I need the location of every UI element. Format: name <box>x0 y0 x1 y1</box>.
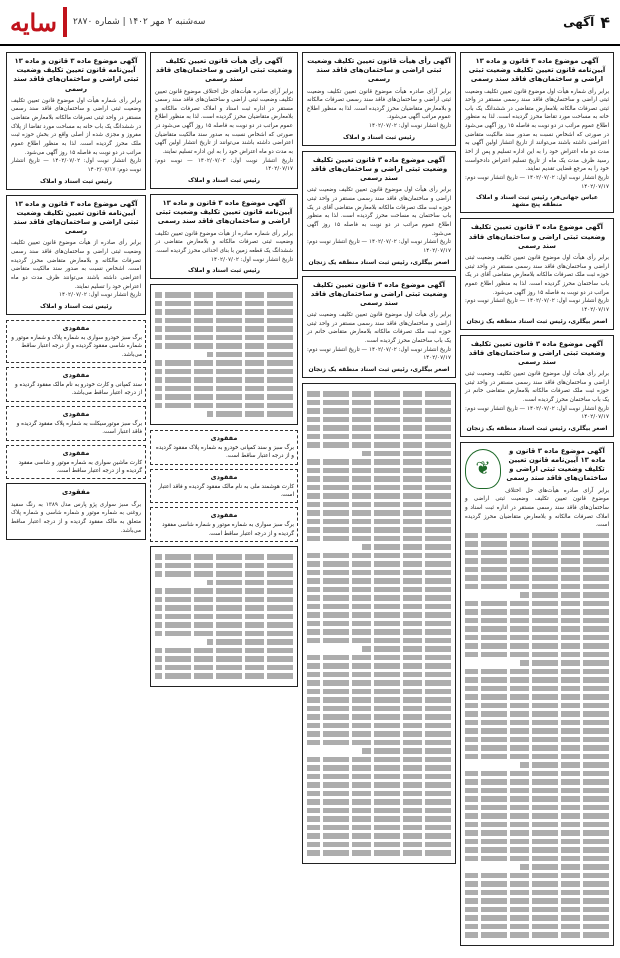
text-line <box>307 731 451 737</box>
text-line <box>465 584 609 590</box>
text-line <box>155 386 293 392</box>
notice-title: آگهی موضوع ماده ۳ قانون تعیین تکلیف وضعیت ثبتی اراضی و ساختمان‌های فاقد سند رسمی <box>310 155 448 183</box>
notice-signature: عباس جهانی‌فر، رئیس ثبت اسناد و املاک منطقه پنج مشهد <box>475 194 599 209</box>
text-line <box>307 604 451 610</box>
text-line <box>465 550 609 556</box>
registry-notice <box>150 52 298 189</box>
text-line <box>307 476 451 482</box>
notice-body: برابر رأی شماره هیأت اول موضوع قانون تعیین تکلیف وضعیت ثبتی اراضی و ساختمان‌های فاقد سند رسمی مستقر در واحد ثبتی تصرفات مالکانه بلامعارض متقاضی در ششدانگ یک باب خانه به مساحت مورد تقاضا محرز گردیده است. لذا به منظور اطلاع عموم مراتب در دو نوبت به فاصله ۱۵ روز آگهی می‌شود در صورتی که اشخاص نسبت به صدور سند مالکیت متقاضی اعتراضی داشته باشند می‌توانند از تاریخ انتشار اولین آگهی به مدت دو ماه اعتراض خود را به این اداره تسلیم و پس از اخذ رسید ظرف مدت یک ماه از تاریخ تسلیم اعتراض دادخواست خود را به مرجع قضایی تقدیم نمایند. <box>465 88 610 173</box>
lost-notice <box>6 406 146 441</box>
text-line <box>465 669 609 675</box>
text-line <box>307 553 451 559</box>
text-line <box>307 782 451 788</box>
text-line <box>465 720 609 726</box>
masthead-brand <box>10 7 205 37</box>
registry-notice <box>460 218 614 329</box>
masthead-page-info <box>563 13 610 32</box>
text-line <box>465 643 609 649</box>
lost-notice-body: برگ سبز و سند کمپانی خودرو به شماره پلاک مفقود گردیده و از درجه اعتبار ساقط است. <box>155 444 294 460</box>
text-line <box>155 605 293 611</box>
text-line <box>465 635 609 641</box>
text-line <box>307 740 451 746</box>
column-2 <box>302 52 456 950</box>
text-line <box>520 864 609 870</box>
text-line <box>520 762 609 768</box>
text-line <box>465 567 609 573</box>
text-line <box>155 292 293 298</box>
notice-title: آگهی موضوع ماده ۳ قانون و ماده ۱۳ آیین‌نامه قانون تعیین تکلیف وضعیت ثبتی اراضی و ساختمان‌های فاقد سند رسمی <box>13 57 139 93</box>
text-line <box>155 631 293 637</box>
notice-body: برابر رأی هیأت اول موضوع قانون تعیین تکلیف وضعیت ثبتی اراضی و ساختمان‌های فاقد سند رسمی مستقر در واحد ثبتی حوزه ثبت ملک تصرفات مالکانه بلامعارض متقاضی آقای در یک باب ساختمان محرز گردیده است. لذا به منظور اطلاع عموم مراتب در دو نوبت به فاصله ۱۵ روز آگهی می‌شود. <box>465 254 609 296</box>
text-line <box>465 856 609 862</box>
text-line <box>207 411 293 417</box>
text-line <box>307 502 451 508</box>
text-line <box>307 612 451 618</box>
registry-notice <box>302 276 456 378</box>
notice-title: آگهی موضوع ماده ۳ قانون تعیین تکلیف وضعیت ثبتی اراضی و ساختمان‌های فاقد سند رسمی <box>468 223 606 250</box>
text-line <box>465 533 609 539</box>
text-line <box>465 873 609 879</box>
notice-title: آگهی موضوع ماده ۳ قانون تعیین تکلیف وضعیت ثبتی اراضی و ساختمان‌های فاقد سند رسمی <box>310 280 448 307</box>
text-line <box>465 728 609 734</box>
registry-notice <box>150 194 298 279</box>
lost-notice <box>6 367 146 402</box>
text-line <box>307 850 451 856</box>
notice-dates: تاریخ انتشار نوبت اول: ۱۴۰۲/۰۷/۰۲ — تاریخ انتشار نوبت دوم: ۱۴۰۲/۰۷/۱۷ <box>307 239 451 254</box>
notice-body: برابر رأی هیأت اول موضوع قانون تعیین تکلیف وضعیت ثبتی اراضی و ساختمان‌های فاقد سند رسمی مستقر در واحد ثبتی حوزه ثبت ملک تصرفات مالکانه بلامعارض متقاضی آقای در یک باب ساختمان به مساحت محرز گردیده است. لذا به منظور اطلاع عموم مراتب در دو نوبت به فاصله ۱۵ روز آگهی می‌شود. <box>307 187 451 237</box>
text-line <box>465 703 609 709</box>
notice-dates: تاریخ انتشار نوبت اول: ۱۴۰۲/۰۷/۰۲ <box>369 123 451 130</box>
text-line <box>307 425 451 431</box>
lost-notice-title: مفقودی <box>62 409 90 418</box>
text-line <box>465 609 609 615</box>
text-line <box>465 711 609 717</box>
notice-title: آگهی رأی هیأت قانون تعیین تکلیف وضعیت ثبتی اراضی و ساختمان‌های فاقد سند رسمی <box>307 57 451 84</box>
lost-notice-title: مفقودی <box>62 448 90 457</box>
text-line <box>155 326 293 332</box>
text-line <box>465 737 609 743</box>
text-line <box>465 839 609 845</box>
lost-notice-body: برگ سبز سواری پژو پارس مدل ۱۳۸۹ به رنگ سفید روغنی به شماره موتور و شماره شاسی و شماره پلاک متعلق به مالک مفقود گردیده و از درجه اعتبار ساقط می‌باشد. <box>11 501 141 534</box>
registry-emblem-icon: ❦ <box>465 449 501 489</box>
notice-dates: تاریخ انتشار نوبت اول: ۱۴۰۲/۰۷/۰۲ — تاریخ انتشار نوبت دوم: ۱۴۰۲/۰۷/۱۷ <box>465 405 609 421</box>
lost-notice-title: مفقودی <box>210 511 238 520</box>
text-line <box>465 847 609 853</box>
issue-line: سه‌شنبه ۲ مهر ۱۴۰۲ | شماره ۲۸۷۰ <box>72 17 206 27</box>
lost-notice-body: برگ سبز سواری به شماره موتور و شماره شاسی مفقود گردیده و از درجه اعتبار ساقط است. <box>162 522 294 537</box>
text-line <box>307 510 451 516</box>
text-line <box>307 485 451 491</box>
text-line <box>155 343 293 349</box>
text-line <box>465 822 609 828</box>
notice-body: برابر رأی شماره هیأت اول موضوع قانون تعیین تکلیف وضعیت ثبتی اراضی و ساختمان‌های فاقد سند رسمی مستقر در واحد ثبتی تصرفات مالکانه بلامعارض متقاضی در ششدانگ یک باب خانه به مساحت مورد تقاضا از پلاک مفروز و مجزی شده از اصلی واقع در بخش حوزه ثبت ملک محرز گردیده است. لذا به منظور اطلاع عموم مراتب در دو نوبت به فاصله ۱۵ روز آگهی می‌شود. <box>11 97 141 156</box>
notice-body: برابر رأی هیأت اول موضوع قانون تعیین تکلیف وضعیت ثبتی اراضی و ساختمان‌های فاقد سند رسمی مستقر در واحد ثبتی حوزه ثبت ملک تصرفات مالکانه بلامعارض متقاضی خانم در یک باب ساختمان محرز گردیده است. <box>307 312 451 345</box>
text-line <box>465 686 609 692</box>
masthead <box>0 0 620 46</box>
text-line <box>307 672 451 678</box>
text-line <box>155 673 293 679</box>
text-line <box>307 400 451 406</box>
text-line <box>307 816 451 822</box>
lost-notice-boxed <box>6 483 146 540</box>
text-line <box>465 788 609 794</box>
notice-title: آگهی رأی هیأت قانون تعیین تکلیف وضعیت ثبتی اراضی و ساختمان‌های فاقد سند رسمی <box>155 57 293 84</box>
text-line <box>465 881 609 887</box>
text-line <box>307 825 451 831</box>
text-line <box>465 541 609 547</box>
notice-title: آگهی موضوع ماده ۳ قانون تعیین تکلیف وضعیت ثبتی اراضی و ساختمان‌های فاقد سند رسمی <box>468 339 606 366</box>
text-block <box>150 284 298 425</box>
text-line <box>362 748 451 754</box>
text-line <box>155 369 293 375</box>
text-line <box>465 771 609 777</box>
lost-notice <box>150 430 298 465</box>
text-line <box>465 754 609 760</box>
notice-dates: تاریخ انتشار نوبت اول: ۱۴۰۲/۰۷/۰۲ — تاریخ انتشار نوبت دوم: ۱۴۰۲/۰۷/۱۷ <box>465 175 609 190</box>
text-line <box>307 442 451 448</box>
text-line <box>207 580 293 586</box>
text-line <box>465 898 609 904</box>
text-line <box>155 571 293 577</box>
lost-notice-body: برگ سبز موتورسیکلت به شماره پلاک مفقود گردیده و فاقد اعتبار است. <box>16 420 142 436</box>
text-line <box>307 638 451 644</box>
text-line <box>362 544 451 550</box>
registry-notice <box>6 195 146 315</box>
notice-signature: رئیس ثبت اسناد و املاک <box>188 267 260 275</box>
text-line <box>465 745 609 751</box>
notice-signature: رئیس ثبت اسناد و املاک <box>40 302 112 310</box>
registry-notice <box>460 335 614 437</box>
text-line <box>307 578 451 584</box>
text-line <box>307 757 451 763</box>
lost-notice <box>150 507 298 542</box>
text-line <box>207 639 293 645</box>
text-line <box>307 833 451 839</box>
notice-body: برابر آرای صادره هیأت موضوع قانون تعیین تکلیف وضعیت ثبتی اراضی و ساختمان‌های فاقد سند رسمی تصرفات مالکانه و بلامعارض متقاضیان محرز گردیده است. لذا به منظور اطلاع عموم مراتب آگهی می‌شود. <box>307 88 451 121</box>
text-line <box>155 563 293 569</box>
notice-body: برابر رأی هیأت اول موضوع قانون تعیین تکلیف وضعیت ثبتی اراضی و ساختمان‌های فاقد سند رسمی مستقر در واحد ثبتی حوزه ثبت ملک تصرفات مالکانه بلامعارض متقاضی خانم در یک باب ساختمان محرز گردیده است. <box>465 371 609 403</box>
registry-notice <box>460 52 614 213</box>
text-line <box>307 493 451 499</box>
text-line <box>307 791 451 797</box>
page-number: ۴ <box>600 12 610 32</box>
text-line <box>307 459 451 465</box>
text-line <box>155 377 293 383</box>
registry-notice-long <box>460 442 614 946</box>
notice-title: آگهی موضوع ماده ۳ قانون و ماده ۱۳ آیین‌نامه قانون تعیین تکلیف وضعیت ثبتی اراضی و ساختمان‌های فاقد سند رسمی <box>155 199 293 226</box>
notice-signature: رئیس ثبت اسناد و املاک <box>188 177 260 185</box>
text-line <box>465 575 609 581</box>
text-line <box>155 614 293 620</box>
notice-signature: اصغر بیگلری، رئیس ثبت اسناد منطقه یک زنجان <box>466 317 608 325</box>
text-line <box>307 408 451 414</box>
text-line <box>465 618 609 624</box>
lost-notice-title: مفقودی <box>62 488 90 497</box>
text-line <box>465 796 609 802</box>
text-line <box>155 318 293 324</box>
text-line <box>307 808 451 814</box>
lost-notice <box>6 320 146 363</box>
text-line <box>155 301 293 307</box>
text-block <box>150 546 298 687</box>
text-line <box>465 924 609 930</box>
text-line <box>307 519 451 525</box>
newspaper-logo: سایه <box>10 7 57 37</box>
text-line <box>307 714 451 720</box>
text-line <box>307 723 451 729</box>
registry-notice <box>302 52 456 146</box>
text-line <box>465 694 609 700</box>
text-line <box>307 663 451 669</box>
notice-signature: اصغر بیگلری، رئیس ثبت اسناد منطقه یک زنجان <box>466 424 608 432</box>
notice-dates: تاریخ انتشار نوبت اول: ۱۴۰۲/۰۷/۰۲ <box>59 292 141 299</box>
text-line <box>155 360 293 366</box>
text-line <box>520 660 609 666</box>
notice-dates: تاریخ انتشار نوبت اول: ۱۴۰۲/۰۷/۰۲ — تاریخ انتشار نوبت دوم: ۱۴۰۲/۰۷/۱۷ <box>11 158 141 173</box>
lost-notice <box>150 469 298 504</box>
notice-signature: رئیس ثبت اسناد و املاک <box>343 133 415 141</box>
registry-notice <box>6 52 146 190</box>
lost-notice-body: کارت هوشمند ملی به نام مالک مفقود گردیده و فاقد اعتبار است. <box>158 483 294 498</box>
text-line <box>465 932 609 938</box>
lost-notice-title: مفقودی <box>62 371 90 380</box>
text-line <box>465 805 609 811</box>
lost-notice-title: مفقودی <box>210 433 238 442</box>
text-line <box>307 570 451 576</box>
text-line <box>155 665 293 671</box>
registry-notice <box>302 151 456 271</box>
text-line <box>307 774 451 780</box>
text-line <box>465 830 609 836</box>
notice-title: آگهی موضوع ماده ۳ قانون و ماده ۱۳ آیین‌نامه قانون تعیین تکلیف وضعیت ثبتی اراضی و ساختمان‌های فاقد سند رسمی <box>468 57 606 84</box>
text-line <box>307 417 451 423</box>
text-line <box>362 646 451 652</box>
column-4 <box>6 52 146 950</box>
text-line <box>362 451 451 457</box>
text-line <box>207 352 293 358</box>
text-line <box>155 656 293 662</box>
notice-dates: تاریخ انتشار نوبت اول: ۱۴۰۲/۰۷/۰۲ — نوبت دوم: ۱۴۰۲/۰۷/۱۷ <box>155 157 293 173</box>
text-line <box>155 588 293 594</box>
text-line <box>307 536 451 542</box>
notice-dates: تاریخ انتشار نوبت اول: ۱۴۰۲/۰۷/۰۲ — تاریخ انتشار نوبت دوم: ۱۴۰۲/۰۷/۱۷ <box>465 298 609 313</box>
text-line <box>307 468 451 474</box>
text-line <box>307 680 451 686</box>
text-line <box>307 391 451 397</box>
text-line <box>465 907 609 913</box>
notice-body: برابر رأی شماره صادره از هیأت موضوع قانون تعیین تکلیف وضعیت ثبتی تصرفات مالکانه و بلامعارض متقاضی در ششدانگ یک قطعه زمین با بنای احداثی محرز گردیده است. <box>155 230 293 254</box>
text-line <box>155 597 293 603</box>
text-line <box>307 621 451 627</box>
text-line <box>465 601 609 607</box>
lost-notice <box>6 445 146 480</box>
text-line <box>155 394 293 400</box>
text-line <box>465 626 609 632</box>
text-line <box>465 915 609 921</box>
lost-notice-title: مفقودی <box>210 472 238 481</box>
lost-notice-title: مفقودی <box>62 323 90 332</box>
notice-dates: تاریخ انتشار نوبت اول: ۱۴۰۲/۰۷/۰۲ <box>211 256 293 263</box>
notice-title: آگهی موضوع ماده ۳ قانون و ماده ۱۳ آیین‌نامه قانون تعیین تکلیف وضعیت ثبتی اراضی و ساختمان‌های فاقد سند رسمی <box>506 446 608 483</box>
notice-title: آگهی موضوع ماده ۳ قانون و ماده ۱۳ آیین‌نامه قانون تعیین تکلیف وضعیت ثبتی اراضی و ساختمان‌های فاقد سند رسمی <box>13 199 139 236</box>
text-line <box>155 554 293 560</box>
lost-notice-body: سند کمپانی و کارت خودرو به نام مالک مفقود گردیده و از درجه اعتبار ساقط می‌باشد. <box>15 382 142 397</box>
notice-signature: اصغر بیگلری، رئیس ثبت اسناد منطقه یک زنجان <box>308 366 450 374</box>
text-line <box>465 813 609 819</box>
lost-notice-body: برگ سبز خودرو سواری به شماره پلاک و شماره موتور و شماره شاسی مفقود گردیده و از درجه اعتبار ساقط می‌باشد. <box>11 334 142 358</box>
text-line <box>307 629 451 635</box>
text-line <box>307 697 451 703</box>
text-line <box>307 587 451 593</box>
text-line <box>465 558 609 564</box>
notice-signature: اصغر بیگلری، رئیس ثبت اسناد منطقه یک زنجان <box>308 258 450 266</box>
notice-body: برابر رأی صادره از هیأت موضوع قانون تعیین تکلیف وضعیت ثبتی اراضی و ساختمان‌های فاقد سند رسمی تصرفات مالکانه و بلامعارض متقاضی محرز گردیده است. اشخاص نسبت به صدور سند مالکیت متقاضی اعتراضی داشته باشند می‌توانند ظرف مدت دو ماه اعتراض خود را تسلیم نمایند. <box>11 240 141 290</box>
text-line <box>465 677 609 683</box>
text-line <box>307 765 451 771</box>
text-line <box>307 706 451 712</box>
text-line <box>465 779 609 785</box>
text-line <box>155 335 293 341</box>
text-line <box>520 592 609 598</box>
notice-signature: رئیس ثبت اسناد و املاک <box>40 177 112 185</box>
lost-notice-body: کارت ماشین سواری به شماره موتور و شاسی مفقود گردیده و از درجه اعتبار ساقط است. <box>18 459 142 474</box>
notice-body: برابر آرای صادره هیأت‌های حل اختلاف موضوع قانون تعیین تکلیف وضعیت ثبتی اراضی و ساختمان‌های فاقد سند رسمی مستقر در اداره ثبت اسناد و املاک تصرفات مالکانه و بلامعارض متقاضیان محرز گردیده است. <box>465 487 609 529</box>
text-line <box>307 434 451 440</box>
text-block <box>302 383 456 864</box>
text-line <box>155 403 293 409</box>
text-line <box>307 595 451 601</box>
notice-body: برابر آرای صادره هیأت‌های حل اختلاف موضوع قانون تعیین تکلیف وضعیت ثبتی اراضی و ساختمان‌های فاقد سند رسمی مستقر در اداره ثبت اسناد و املاک تصرفات مالکانه و بلامعارض متقاضیان محرز گردیده است. لذا به منظور اطلاع عموم مراتب در دو نوبت به فاصله ۱۵ روز آگهی می‌شود در صورتی که اشخاص نسبت به صدور سند مالکیت متقاضیان اعتراضی داشته باشند می‌توانند از تاریخ انتشار اولین آگهی به مدت دو ماه اعتراض خود را به این اداره تسلیم نمایند. <box>155 88 293 156</box>
text-line <box>307 527 451 533</box>
logo-bar <box>63 7 67 37</box>
text-line <box>307 842 451 848</box>
column-1 <box>460 52 614 950</box>
column-3 <box>150 52 298 950</box>
text-line <box>307 561 451 567</box>
section-title: آگهی <box>563 15 595 29</box>
text-line <box>155 622 293 628</box>
text-line <box>465 652 609 658</box>
page-columns <box>6 52 614 950</box>
text-line <box>155 309 293 315</box>
notice-dates: تاریخ انتشار نوبت اول: ۱۴۰۲/۰۷/۰۲ — تاریخ انتشار نوبت دوم: ۱۴۰۲/۰۷/۱۷ <box>307 346 451 362</box>
text-line <box>465 890 609 896</box>
text-line <box>155 648 293 654</box>
text-line <box>307 655 451 661</box>
text-line <box>307 799 451 805</box>
text-line <box>307 689 451 695</box>
